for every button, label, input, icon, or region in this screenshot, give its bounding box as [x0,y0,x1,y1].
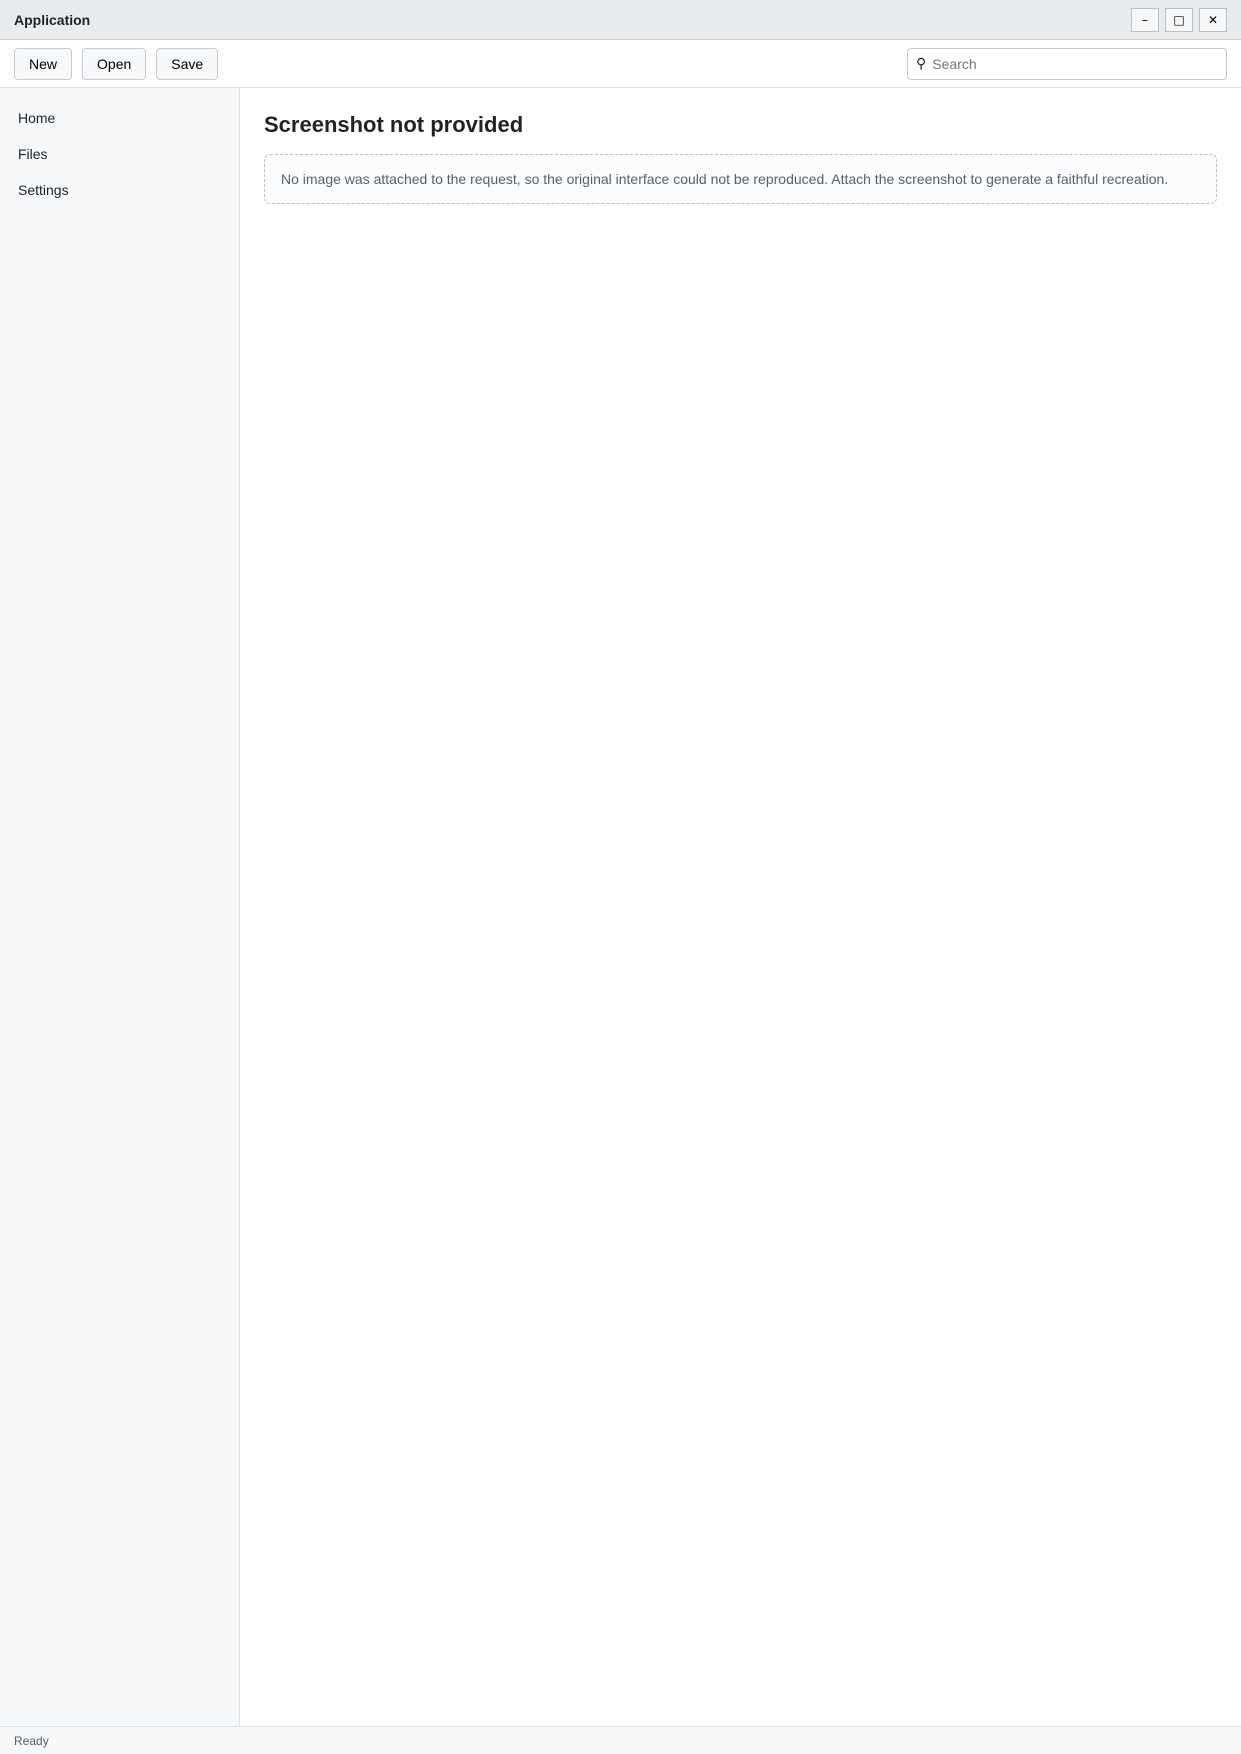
title-bar [0,0,1241,40]
search-input[interactable] [932,56,1218,72]
search-icon: ⚲ [916,55,927,71]
window-title: Application [14,11,91,28]
sidebar-item-settings[interactable]: Settings [18,182,69,198]
minimize-button[interactable] [1131,8,1159,32]
missing-image-notice: No image was attached to the request, so the original interface could not be reproduced. Attach the screenshot to generate a faithful recreation. [264,154,1217,204]
status-text: Ready [14,1733,49,1748]
maximize-icon: □ [1173,12,1185,27]
save-button[interactable]: Save [156,48,218,80]
sidebar-item-home[interactable]: Home [18,110,56,126]
search-box [907,48,1227,80]
sidebar [0,88,240,1726]
main-panel [240,88,1241,1726]
status-bar [0,1726,1241,1754]
page-title: Screenshot not provided [264,112,524,137]
close-button[interactable] [1199,8,1227,32]
minimize-icon: – [1142,12,1148,27]
content-area [0,88,1241,1726]
toolbar [0,40,1241,88]
open-button[interactable]: Open [82,48,146,80]
maximize-button[interactable] [1165,8,1193,32]
new-button[interactable]: New [14,48,72,80]
sidebar-item-files[interactable]: Files [18,146,48,162]
close-icon: ✕ [1207,12,1219,27]
